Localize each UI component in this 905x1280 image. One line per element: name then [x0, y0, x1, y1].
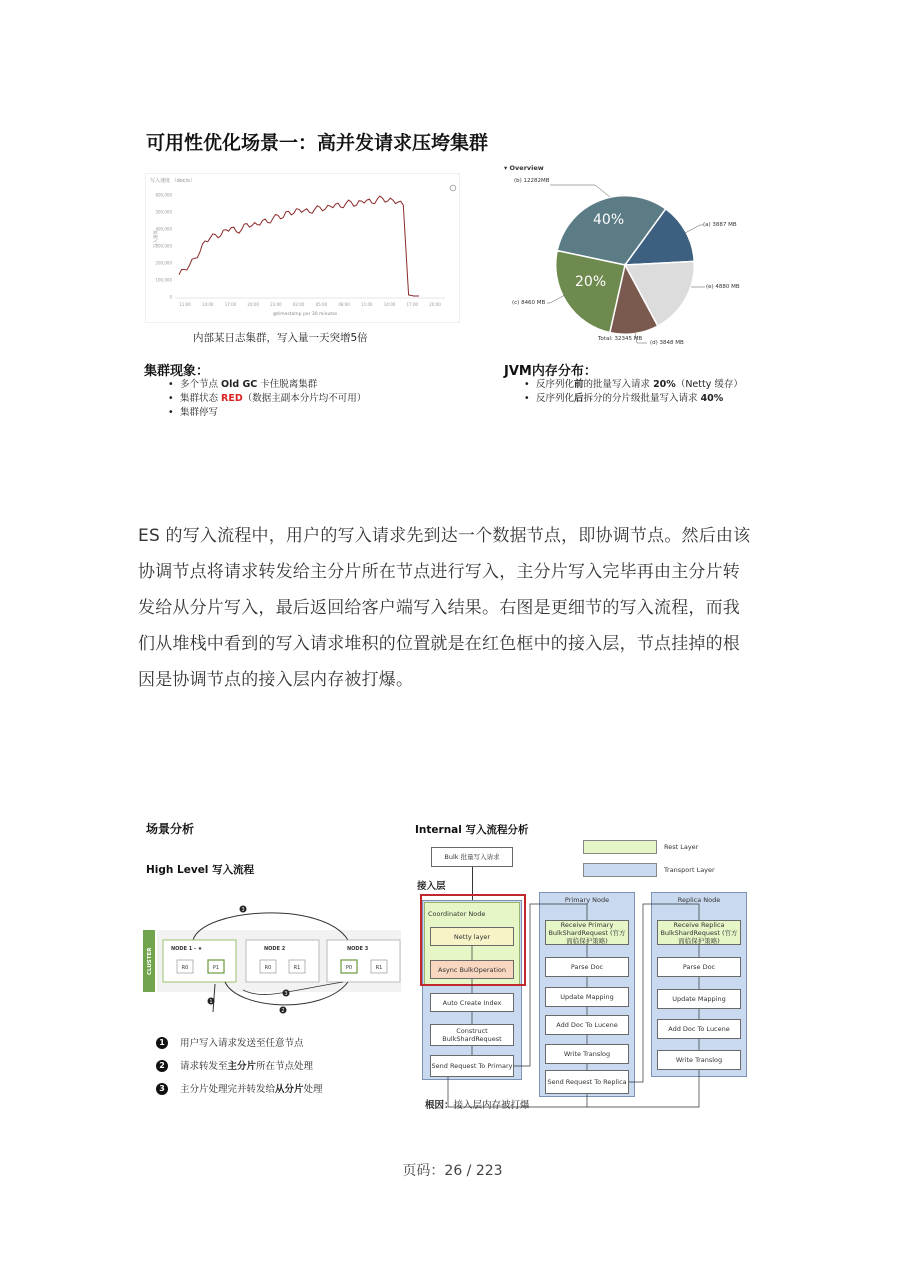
slide-availability-scenario: [138, 118, 778, 438]
slide-title: 可用性优化场景一：高并发请求压垮集群: [146, 132, 489, 154]
symptom-item: • 集群停写: [166, 406, 366, 420]
y-tick-label: 200,000: [155, 260, 172, 266]
shard-r1-n3: R1: [375, 965, 383, 971]
replica-title: Replica Node: [677, 896, 721, 904]
high-level-subtitle: High Level 写入流程: [146, 864, 255, 876]
pie-total-label: Total: 32345 MB: [598, 336, 643, 342]
x-tick-label: 17:00: [224, 302, 237, 307]
paragraph-line: ES 的写入流程中，用户的写入请求先到达一个数据节点，即协调节点。然后由该: [138, 526, 751, 546]
x-tick-label: 14:00: [383, 302, 396, 307]
page-number: 页码：26 / 223: [402, 1163, 503, 1179]
marker-3-lower: 3: [284, 991, 288, 997]
legend-transport-label: Transport Layer: [664, 866, 715, 874]
x-tick-label: 02:00: [292, 302, 305, 307]
x-tick-label: 20:00: [429, 302, 441, 307]
async-bulk-box: Async BulkOperation: [430, 960, 514, 979]
shard-p0: P0: [345, 965, 353, 971]
jvm-list: [522, 378, 743, 406]
x-tick-label: 23:00: [270, 302, 282, 307]
pie-label-c: (c) 8460 MB: [512, 300, 546, 306]
pie-pct-c: 20%: [575, 274, 607, 290]
pie-svg: [500, 160, 770, 350]
receive-replica-box: Receive Replica BulkShardRequest (官方面临保护策略): [657, 920, 741, 945]
shard-r1-n2: R1: [293, 965, 301, 971]
jvm-item: • 反序列化前的批量写入请求 20%（Netty 缓存）: [522, 378, 743, 392]
y-tick-label: 300,000: [155, 243, 172, 249]
paragraph-line: 协调节点将请求转发给主分片所在节点进行写入，主分片写入完毕再由主分片转: [138, 562, 740, 582]
pie-pct-b: 40%: [593, 212, 625, 228]
jvm-memory-pie: [500, 160, 770, 350]
pie-label-d: (d) 3848 MB: [650, 340, 684, 346]
shard-p1: P1: [212, 965, 220, 971]
pie-overview-label[interactable]: ▾ Overview: [504, 164, 544, 172]
send-replica-box: Send Request To Replica: [545, 1070, 629, 1094]
y-tick-label: 600,000: [155, 192, 172, 198]
step-item: 3 主分片处理完并转发给从分片处理: [156, 1078, 323, 1101]
write-translog-box: Write Translog: [545, 1044, 629, 1064]
marker-1: 1: [209, 999, 213, 1005]
replica-parse-box: Parse Doc: [657, 957, 741, 977]
node-2-name: NODE 2: [264, 946, 286, 952]
shard-r0-n2: R0: [264, 965, 272, 971]
chart-xlabel: @timestamp per 30 minutes: [272, 312, 338, 317]
construct-box: Construct BulkShardRequest: [430, 1024, 514, 1046]
access-layer-label: 接入层: [417, 881, 446, 892]
y-tick-label: 400,000: [155, 226, 172, 232]
chart-header-label: 写入速度 （doc/s）: [150, 178, 195, 184]
bulk-request-box: Bulk 批量写入请求: [431, 847, 513, 867]
write-rate-chart: [145, 173, 460, 323]
shard-r0: R0: [181, 965, 189, 971]
jvm-heading: JVM内存分布：: [504, 364, 597, 379]
pie-label-b: (b) 12282MB: [514, 178, 550, 184]
step-item: 1 用户写入请求发送至任意节点: [156, 1032, 323, 1055]
parse-doc-box: Parse Doc: [545, 957, 629, 977]
y-tick-label: 500,000: [155, 209, 172, 215]
coordinator-title: Coordinator Node: [428, 910, 486, 918]
root-cause: 根因：接入层内存被打爆: [425, 1100, 530, 1111]
legend-rest-swatch: [583, 840, 657, 854]
paragraph-line: 们从堆栈中看到的写入请求堆积的位置就是在红色框中的接入层，节点挂掉的根: [138, 634, 740, 654]
node-1-name: NODE 1 - ★: [171, 946, 203, 952]
auto-create-box: Auto Create Index: [430, 993, 514, 1012]
x-tick-label: 20:00: [247, 302, 259, 307]
x-tick-label: 17:00: [406, 302, 419, 307]
symptoms-heading: 集群现象：: [144, 364, 210, 379]
paragraph-line: 因是协调节点的接入层内存被打爆。: [138, 670, 414, 690]
body-paragraph: [138, 518, 778, 698]
replica-translog-box: Write Translog: [657, 1050, 741, 1070]
x-tick-label: 14:00: [201, 302, 214, 307]
x-tick-label: 08:00: [338, 302, 350, 307]
x-tick-label: 11:00: [179, 302, 191, 307]
chart-ylabel: 写入速度: [154, 230, 159, 248]
node-3-name: NODE 3: [347, 946, 369, 952]
receive-primary-box: Receive Primary BulkShardRequest (官方面临保护策略): [545, 920, 629, 945]
steps-list: [156, 1032, 323, 1101]
cluster-label: CLUSTER: [147, 947, 153, 975]
symptom-item: • 集群状态 RED（数据主副本分片均不可用）: [166, 392, 366, 406]
internal-flow-title: Internal 写入流程分析: [415, 824, 529, 836]
y-tick-label: 100,000: [155, 277, 172, 283]
send-primary-box: Send Request To Primary: [430, 1055, 514, 1077]
step-item: 2 请求转发至主分片所在节点处理: [156, 1055, 323, 1078]
primary-title: Primary Node: [564, 896, 610, 904]
add-doc-box: Add Doc To Lucene: [545, 1015, 629, 1035]
cluster-diagram: [143, 900, 403, 1020]
slide2-title: 场景分析: [146, 822, 195, 836]
paragraph-line: 发给从分片写入，最后返回给客户端写入结果。右图是更细节的写入流程，而我: [138, 598, 740, 618]
x-tick-label: 05:00: [315, 302, 328, 307]
x-tick-label: 11:00: [361, 302, 373, 307]
marker-3: 3: [241, 907, 245, 913]
update-mapping-box: Update Mapping: [545, 987, 629, 1007]
jvm-item: • 反序列化后拆分的分片级批量写入请求 40%: [522, 392, 743, 406]
symptom-item: • 多个节点 Old GC 卡住脱离集群: [166, 378, 366, 392]
slide-scenario-analysis: [138, 812, 778, 1122]
legend-rest-label: Rest Layer: [664, 843, 699, 851]
replica-add-box: Add Doc To Lucene: [657, 1019, 741, 1039]
legend-transport-swatch: [583, 863, 657, 877]
marker-2: 2: [281, 1008, 285, 1014]
pie-label-a: (a) 3887 MB: [703, 222, 737, 228]
replica-update-box: Update Mapping: [657, 989, 741, 1009]
netty-layer-box: Netty layer: [430, 927, 514, 946]
symptoms-list: [166, 378, 366, 420]
access-layer-red-frame: [420, 894, 526, 986]
pie-label-e: (e) 4880 MB: [706, 284, 740, 290]
chart-caption: 内部某日志集群，写入量一天突增5倍: [193, 332, 368, 344]
y-tick-label: 0: [169, 294, 172, 300]
